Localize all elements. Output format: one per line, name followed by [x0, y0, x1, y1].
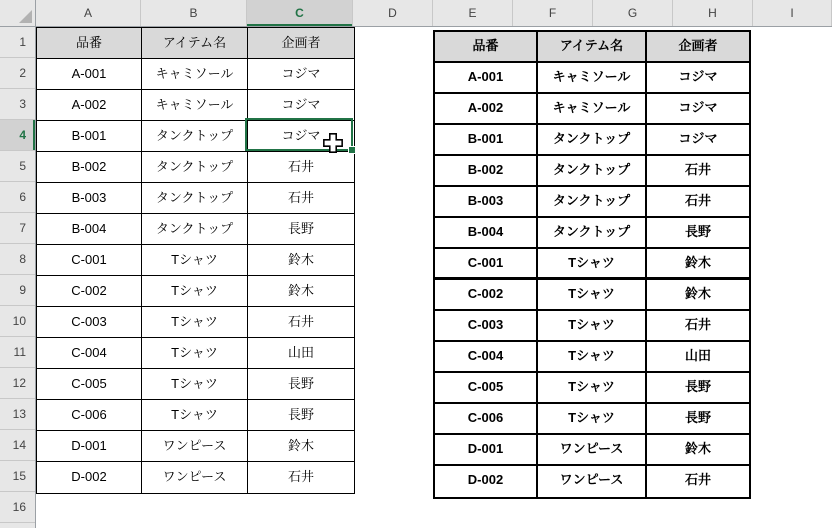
column-header-E[interactable]: E: [433, 0, 513, 26]
rtable-cell: 長野: [647, 218, 749, 249]
select-all-triangle-icon: [19, 10, 32, 23]
ltable-cell[interactable]: キャミソール: [142, 59, 248, 90]
rtable-cell: 石井: [647, 187, 749, 218]
ltable-cell[interactable]: C-006: [37, 400, 142, 431]
row-header-12[interactable]: 12: [0, 368, 35, 399]
row-header-16[interactable]: 16: [0, 492, 35, 523]
ltable-cell[interactable]: C-002: [37, 276, 142, 307]
row-header-15[interactable]: 15: [0, 461, 35, 492]
select-all-corner[interactable]: [0, 0, 36, 27]
column-header-C[interactable]: C: [247, 0, 353, 26]
source-table: [36, 27, 355, 494]
ltable-cell[interactable]: 鈴木: [248, 245, 354, 276]
rtable-cell: 石井: [647, 156, 749, 187]
rtable-header-cell: 企画者: [647, 32, 749, 63]
ltable-header-cell[interactable]: アイテム名: [142, 28, 248, 59]
rtable-cell: B-003: [435, 187, 538, 218]
rtable-cell: 石井: [684, 472, 711, 487]
ltable-cell[interactable]: A-001: [37, 59, 142, 90]
ltable-cell[interactable]: 長野: [248, 369, 354, 400]
rtable-cell: D-001: [435, 435, 538, 466]
ltable-cell[interactable]: C-004: [37, 338, 142, 369]
rtable-cell: Tシャツ: [538, 373, 647, 404]
rtable-cell: コジマ: [647, 63, 749, 94]
rtable-cell: Tシャツ: [538, 342, 647, 373]
row-header-1[interactable]: 1: [0, 27, 35, 58]
ltable-cell[interactable]: D-002: [37, 462, 142, 493]
ltable-header-cell[interactable]: 企画者: [248, 28, 354, 59]
ltable-cell[interactable]: D-001: [37, 431, 142, 462]
rtable-cell: キャミソール: [538, 94, 647, 125]
ltable-cell[interactable]: 鈴木: [248, 431, 354, 462]
rtable-cell: A-001: [435, 63, 538, 94]
ltable-cell[interactable]: タンクトップ: [142, 214, 248, 245]
rtable-cell: 長野: [647, 373, 749, 404]
fill-handle[interactable]: [348, 146, 356, 154]
rtable-cell: 長野: [647, 404, 749, 435]
rtable-cell: キャミソール: [538, 63, 647, 94]
rtable-cell: A-002: [435, 94, 538, 125]
column-header-B[interactable]: B: [141, 0, 247, 26]
row-header-9[interactable]: 9: [0, 275, 35, 306]
cell-cursor-icon: [322, 132, 344, 154]
rtable-cell: 鈴木: [647, 249, 749, 280]
ltable-cell[interactable]: C-001: [37, 245, 142, 276]
row-header-6[interactable]: 6: [0, 182, 35, 213]
rtable-cell: コジマ: [647, 94, 749, 125]
ltable-cell[interactable]: Tシャツ: [142, 369, 248, 400]
ltable-cell[interactable]: B-001: [37, 121, 142, 152]
pasted-table-picture[interactable]: [433, 30, 751, 499]
rtable-cell: タンクトップ: [538, 125, 647, 156]
ltable-cell[interactable]: 山田: [248, 338, 354, 369]
column-header-H[interactable]: H: [673, 0, 753, 26]
ltable-cell[interactable]: C-005: [37, 369, 142, 400]
ltable-cell[interactable]: キャミソール: [142, 90, 248, 121]
rtable-cell: Tシャツ: [538, 311, 647, 342]
ltable-cell[interactable]: Tシャツ: [142, 245, 248, 276]
column-header-G[interactable]: G: [593, 0, 673, 26]
ltable-cell[interactable]: ワンピース: [142, 431, 248, 462]
ltable-cell[interactable]: C-003: [37, 307, 142, 338]
ltable-cell[interactable]: 鈴木: [248, 276, 354, 307]
column-header-I[interactable]: I: [753, 0, 832, 26]
ltable-cell[interactable]: A-002: [37, 90, 142, 121]
rtable-cell: C-005: [435, 373, 538, 404]
rtable-cell: C-004: [435, 342, 538, 373]
rtable-cell: コジマ: [647, 125, 749, 156]
rtable-cell: ワンピース: [538, 466, 647, 497]
ltable-cell[interactable]: B-004: [37, 214, 142, 245]
rtable-header-cell: 品番: [435, 32, 538, 63]
rtable-cell: 山田: [647, 342, 749, 373]
ltable-cell[interactable]: タンクトップ: [142, 121, 248, 152]
rtable-cell: 鈴木: [647, 280, 749, 311]
ltable-cell[interactable]: タンクトップ: [142, 152, 248, 183]
row-header-5[interactable]: 5: [0, 151, 35, 182]
ltable-cell[interactable]: コジマ: [248, 121, 354, 152]
rtable-cell: 石井: [647, 311, 749, 342]
rtable-cell: D-002: [435, 466, 538, 497]
ltable-cell[interactable]: 石井: [248, 183, 354, 214]
ltable-cell[interactable]: 長野: [248, 400, 354, 431]
row-headers: [0, 27, 36, 528]
column-header-A[interactable]: A: [36, 0, 141, 26]
column-header-D[interactable]: D: [353, 0, 433, 26]
ltable-cell[interactable]: コジマ: [248, 90, 354, 121]
rtable-cell: C-002: [435, 280, 538, 311]
ltable-cell[interactable]: Tシャツ: [142, 400, 248, 431]
rtable-cell: Tシャツ: [538, 280, 647, 311]
row-header-7[interactable]: 7: [0, 213, 35, 244]
rtable-cell: タンクトップ: [538, 218, 647, 249]
ltable-cell[interactable]: B-002: [37, 152, 142, 183]
rtable-header-cell: アイテム名: [538, 32, 647, 63]
row-header-8[interactable]: 8: [0, 244, 35, 275]
row-header-2[interactable]: 2: [0, 58, 35, 89]
ltable-cell[interactable]: Tシャツ: [142, 338, 248, 369]
row-header-13[interactable]: 13: [0, 399, 35, 430]
rtable-cell: C-003: [435, 311, 538, 342]
row-header-10[interactable]: 10: [0, 306, 35, 337]
row-header-3[interactable]: 3: [0, 89, 35, 120]
rtable-cell: C-001: [435, 249, 538, 280]
rtable-cell: Tシャツ: [538, 249, 647, 280]
ltable-cell[interactable]: タンクトップ: [142, 183, 248, 214]
ltable-cell[interactable]: ワンピース: [142, 462, 248, 493]
ltable-cell[interactable]: 長野: [248, 214, 354, 245]
rtable-cell: B-002: [435, 156, 538, 187]
column-header-F[interactable]: F: [513, 0, 593, 26]
ltable-cell[interactable]: 石井: [248, 152, 354, 183]
ltable-cell[interactable]: B-003: [37, 183, 142, 214]
rtable-cell: タンクトップ: [538, 187, 647, 218]
rtable-cell: B-004: [435, 218, 538, 249]
rtable-cell: B-001: [435, 125, 538, 156]
row-header-14[interactable]: 14: [0, 430, 35, 461]
ltable-cell[interactable]: コジマ: [248, 59, 354, 90]
ltable-cell[interactable]: Tシャツ: [142, 276, 248, 307]
column-headers: [36, 0, 832, 27]
ltable-cell[interactable]: 石井: [248, 307, 354, 338]
rtable-cell: ワンピース: [538, 435, 647, 466]
ltable-header-cell[interactable]: 品番: [37, 28, 142, 59]
row-header-11[interactable]: 11: [0, 337, 35, 368]
rtable-cell: タンクトップ: [538, 156, 647, 187]
rtable-cell: Tシャツ: [538, 404, 647, 435]
ltable-cell[interactable]: Tシャツ: [142, 307, 248, 338]
rtable-cell: 鈴木: [647, 435, 749, 466]
ltable-cell[interactable]: 石井: [287, 469, 314, 484]
rtable-cell: C-006: [435, 404, 538, 435]
row-header-4[interactable]: 4: [0, 120, 35, 151]
